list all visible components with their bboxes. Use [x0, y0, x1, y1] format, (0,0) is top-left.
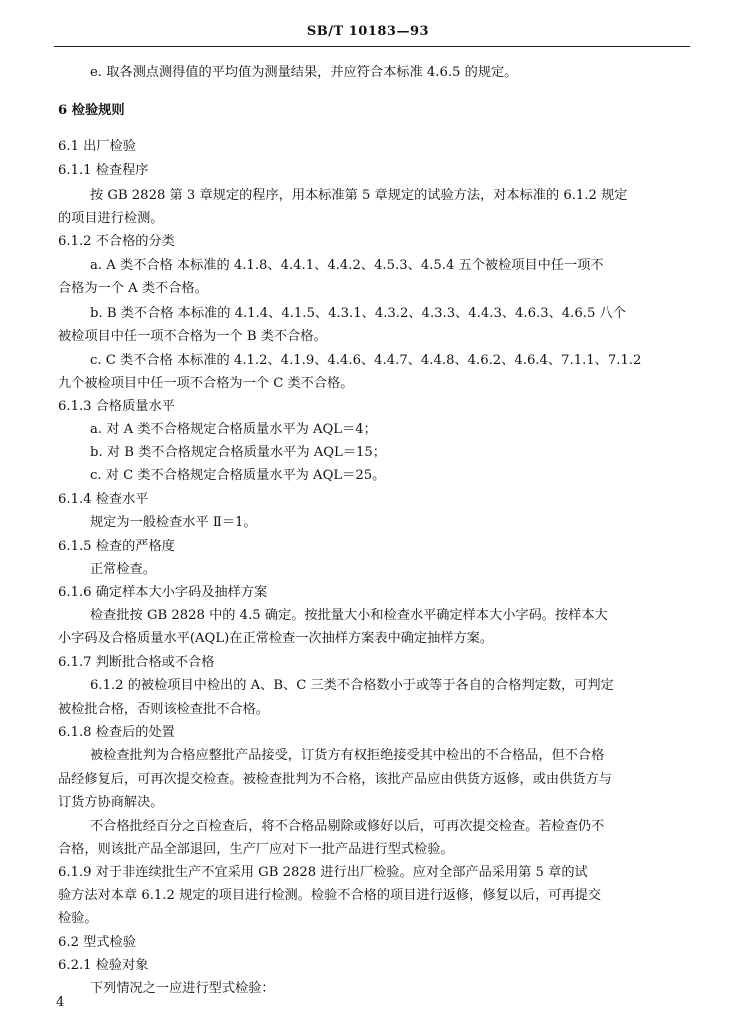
subsection-heading: 6.1 出厂检验 [58, 139, 136, 154]
text-line: 小字码及合格质量水平(AQL)在正常检查一次抽样方案表中确定抽样方案。 [58, 631, 494, 646]
section-heading: 6 检验规则 [58, 103, 125, 118]
text-line: 正常检查。 [90, 562, 156, 577]
standard-number-header: SB/T 10183—93 [306, 24, 430, 39]
text-line: a. A 类不合格 本标准的 4.1.8、4.4.1、4.4.2、4.5.3、4.5.4 五个被检项目中任一项不 [90, 258, 604, 273]
clause-heading: 6.1.7 判断批合格或不合格 [58, 655, 215, 670]
text-line: 的项目进行检测。 [58, 211, 164, 226]
clause-heading: 6.1.5 检查的严格度 [58, 539, 175, 554]
text-line: 订货方协商解决。 [58, 795, 164, 810]
text-line: 6.1.2 的被检项目中检出的 A、B、C 三类不合格数小于或等于各自的合格判定数，可判定 [90, 678, 614, 693]
text-line: e. 取各测点测得值的平均值为测量结果，并应符合本标准 4.6.5 的规定。 [90, 65, 518, 80]
subsection-heading: 6.2 型式检验 [58, 935, 136, 950]
text-line: 被检项目中任一项不合格为一个 B 类不合格。 [58, 329, 327, 344]
text-line: 检查批按 GB 2828 中的 4.5 确定。按批量大小和检查水平确定样本大小字码。按样本大 [90, 608, 608, 623]
text-line: 被检批合格，否则该检查批不合格。 [58, 702, 269, 717]
clause-heading: 6.1.8 检查后的处置 [58, 725, 175, 740]
clause-heading: 6.1.6 确定样本大小字码及抽样方案 [58, 585, 268, 600]
text-line: c. 对 C 类不合格规定合格质量水平为 AQL＝25。 [90, 468, 386, 483]
text-line: 检验。 [58, 911, 98, 926]
text-line: a. 对 A 类不合格规定合格质量水平为 AQL＝4； [90, 422, 377, 437]
text-line: 下列情况之一应进行型式检验： [90, 981, 275, 996]
clause-heading: 6.2.1 检验对象 [58, 958, 149, 973]
text-line: 合格为一个 A 类不合格。 [58, 281, 208, 296]
clause-heading: 6.1.2 不合格的分类 [58, 234, 175, 249]
clause-heading: 6.1.4 检查水平 [58, 492, 149, 507]
clause-heading: 6.1.1 检查程序 [58, 163, 149, 178]
text-line: b. 对 B 类不合格规定合格质量水平为 AQL＝15； [90, 445, 386, 460]
text-line: 合格，则该批产品全部退回，生产厂应对下一批产品进行型式检验。 [58, 842, 454, 857]
text-line: b. B 类不合格 本标准的 4.1.4、4.1.5、4.3.1、4.3.2、4.3.3、4.4.3、4.6.3、4.6.5 八个 [90, 306, 626, 321]
text-line: 验方法对本章 6.1.2 规定的项目进行检测。检验不合格的项目进行返修，修复以后，可再提交 [58, 888, 602, 903]
header-rule [54, 46, 690, 47]
text-line: c. C 类不合格 本标准的 4.1.2、4.1.9、4.4.6、4.4.7、4.4.8、4.6.2、4.6.4、7.1.1、7.1.2 [90, 353, 642, 368]
text-line: 被检查批判为合格应整批产品接受，订货方有权拒绝接受其中检出的不合格品，但不合格 [90, 748, 605, 763]
text-line: 规定为一般检查水平 Ⅱ＝1。 [90, 515, 257, 530]
clause-heading: 6.1.9 对于非连续批生产不宜采用 GB 2828 进行出厂检验。应对全部产品采用第 5 章的试 [58, 865, 588, 880]
text-line: 不合格批经百分之百检查后，将不合格品剔除或修好以后，可再次提交检查。若检查仍不 [90, 819, 605, 834]
clause-heading: 6.1.3 合格质量水平 [58, 399, 175, 414]
page-number: 4 [56, 995, 65, 1010]
text-line: 按 GB 2828 第 3 章规定的程序，用本标准第 5 章规定的试验方法，对本标准的 6.1.2 规定 [90, 188, 628, 203]
text-line: 品经修复后，可再次提交检查。被检查批判为不合格，该批产品应由供货方返修，或由供货方与 [58, 772, 612, 787]
text-line: 九个被检项目中任一项不合格为一个 C 类不合格。 [58, 376, 354, 391]
